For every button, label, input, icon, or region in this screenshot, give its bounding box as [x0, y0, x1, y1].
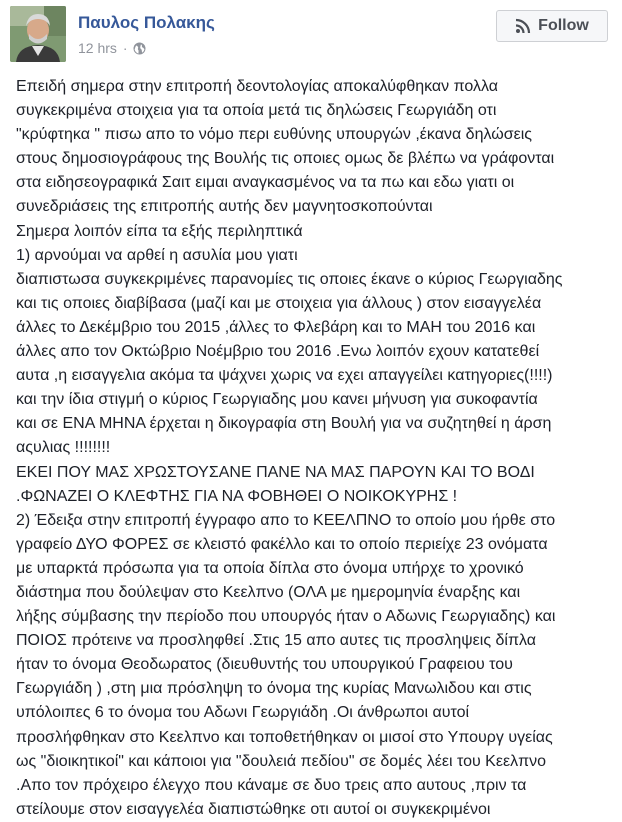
post-text-line: στους δημοσιογράφους της Βουλής τις οποιες ομως δε βλέπω να γράφονται: [16, 150, 555, 168]
post-text-line: Επειδή σημερα στην επιτροπή δεοντολογίας αποκαλύφθηκαν πολλα: [16, 78, 499, 95]
post-meta: [78, 39, 146, 57]
post-text-line: και την ίδια στιγμή ο κύριος Γεωργιαδης μου κανει μήνυση για συκοφαντία: [16, 391, 538, 409]
avatar-photo: [10, 6, 66, 62]
post-text-line: αυτα ,η εισαγγελια ακόμα τα ψάχνει χωρις να εχει απαγγείλει κατηγοριες(!!!!): [16, 367, 553, 385]
post-text-line: συγκεκριμένα στοιχεια για τα οποία μετά τις δηλώσεις Γεωργιάδη οτι: [16, 102, 497, 120]
post-text-line: άλλες το Δεκέμβριο του 2015 ,άλλες το Φλεβάρη και το ΜΑΗ του 2016 και: [16, 318, 536, 336]
post-text-line: ΠΟΙΟΣ πρότεινε να προσληφθεί .Στις 15 απο αυτες τις προσληψεις δίπλα: [16, 632, 536, 650]
follow-button-label: Follow: [538, 17, 589, 34]
post-text-line: 1) αρνούμαι να αρθεί η ασυλία μου γιατι: [16, 246, 298, 264]
post-text-line: στα ειδησεογραφικά Σαιτ ειμαι αναγκασμένος να τα πω και εδω γιατι οι: [16, 174, 515, 192]
post-text-line: Σημερα λοιπόν είπα τα εξής περιληπτικά: [16, 222, 303, 240]
post-text-line: και τις οποιες διαβίβασα (μαζί και με στοιχεια για άλλους ) στον εισαγγελέα: [16, 294, 542, 312]
globe-icon[interactable]: [133, 41, 146, 59]
post-timestamp[interactable]: 12 hrs: [78, 40, 117, 56]
post-text-line: ως "διοικητικοί" και κάποιοι για "δουλειά πεδίου" σε δομές λέει του Κεελπνο: [16, 752, 547, 770]
post-text-line: ήταν το όνομα Θεοδωρατος (διευθυντής του υπουργικού Γραφειου του: [16, 656, 513, 674]
post-text-line: διάστημα που δούλεψαν στο Κεελπνο (ΟΛΑ με ημερομηνία έναρξης και: [16, 583, 521, 601]
post-text-line: λήξης σύμβασης την περίοδο που υπουργός ήταν ο Αδωνις Γεωργιαδης) και: [16, 608, 556, 626]
post-text-line: Γεωργιάδη ) ,στη μια πρόσληψη το όνομα της κυρίας Μανωλιδου και στις: [16, 680, 532, 698]
post-text-line: .ΦΩΝΑΖΕΙ Ο ΚΛΕΦΤΗΣ ΓΙΑ ΝΑ ΦΟΒΗΘΕΙ Ο ΝΟΙΚΟΚΥΡΗΣ !: [16, 487, 458, 505]
post-text-line: υπόλοιπες 6 το όνομα του Αδωνι Γεωργιάδη .Οι άνθρωποι αυτοί: [16, 704, 470, 722]
post-text-line: στείλουμε στον εισαγγελέα διαπιστώθηκε οτι αυτοί οι συγκεκριμένοι: [16, 800, 491, 818]
post-text-line: ΕΚΕΙ ΠΟΥ ΜΑΣ ΧΡΩΣΤΟΥΣΑΝΕ ΠΑΝΕ ΝΑ ΜΑΣ ΠΑΡΟΥΝ ΚΑΙ ΤΟ ΒΟΔΙ: [16, 463, 535, 481]
post-text-line: με υπαρκτά πρόσωπα για τα οποία δίπλα στο όνομα υπήρχε το χρονικό: [16, 559, 524, 577]
post-text-line: διαπιστωσα συγκεκριμένες παρανομίες τις οποιες έκανε ο κύριος Γεωργιαδης: [16, 270, 563, 288]
post-text-line: .Απο τον πρόχειρο έλεγχο που κάναμε σε δυο τρεις απο αυτους ,πριν τα: [16, 776, 527, 794]
post-header: [0, 0, 622, 70]
meta-separator: ·: [122, 40, 128, 56]
post-text-line: συνεδριάσεις της επιτροπής αυτής δεν μαγνητοσκοπούνται: [16, 198, 433, 216]
post-text-line: άλλες απο τον Οκτώβριο Νοέμβριο του 2016 .Ενω λοιπόν εχουν κατατεθεί: [16, 343, 540, 361]
post-body: [16, 75, 616, 822]
post-text-line: "κρύφτηκα " πισω απο το νόμο περι ευθύνης υπουργών ,έκανα δηλώσεις: [16, 126, 532, 144]
post-text-line: 2) Έδειξα στην επιτροπή έγγραφο απο το ΚΕΕΛΠΝΟ το οποίο μου ήρθε στο: [16, 511, 556, 529]
post-text-line: προσλήφθηκαν στο Κεελπνο και τοποθετήθηκαν οι μισοί στο Υπουργ υγείας: [16, 728, 553, 746]
rss-icon: [515, 18, 531, 34]
post-text-line: γραφείο ΔΥΟ ΦΟΡΕΣ σε κλειστό φακέλλο και το οποίο περιείχε 23 ονόματα: [16, 535, 548, 553]
post-text-line: και σε ΕΝΑ ΜΗΝΑ έρχεται η δικογραφία στη Βουλή για να συζητηθεί η άρση: [16, 415, 552, 433]
author-avatar[interactable]: [10, 6, 66, 62]
follow-button[interactable]: [496, 10, 608, 42]
author-name-link[interactable]: Παυλος Πολακης: [78, 13, 215, 32]
post-text-line: αςυλιας !!!!!!!!: [16, 439, 111, 457]
